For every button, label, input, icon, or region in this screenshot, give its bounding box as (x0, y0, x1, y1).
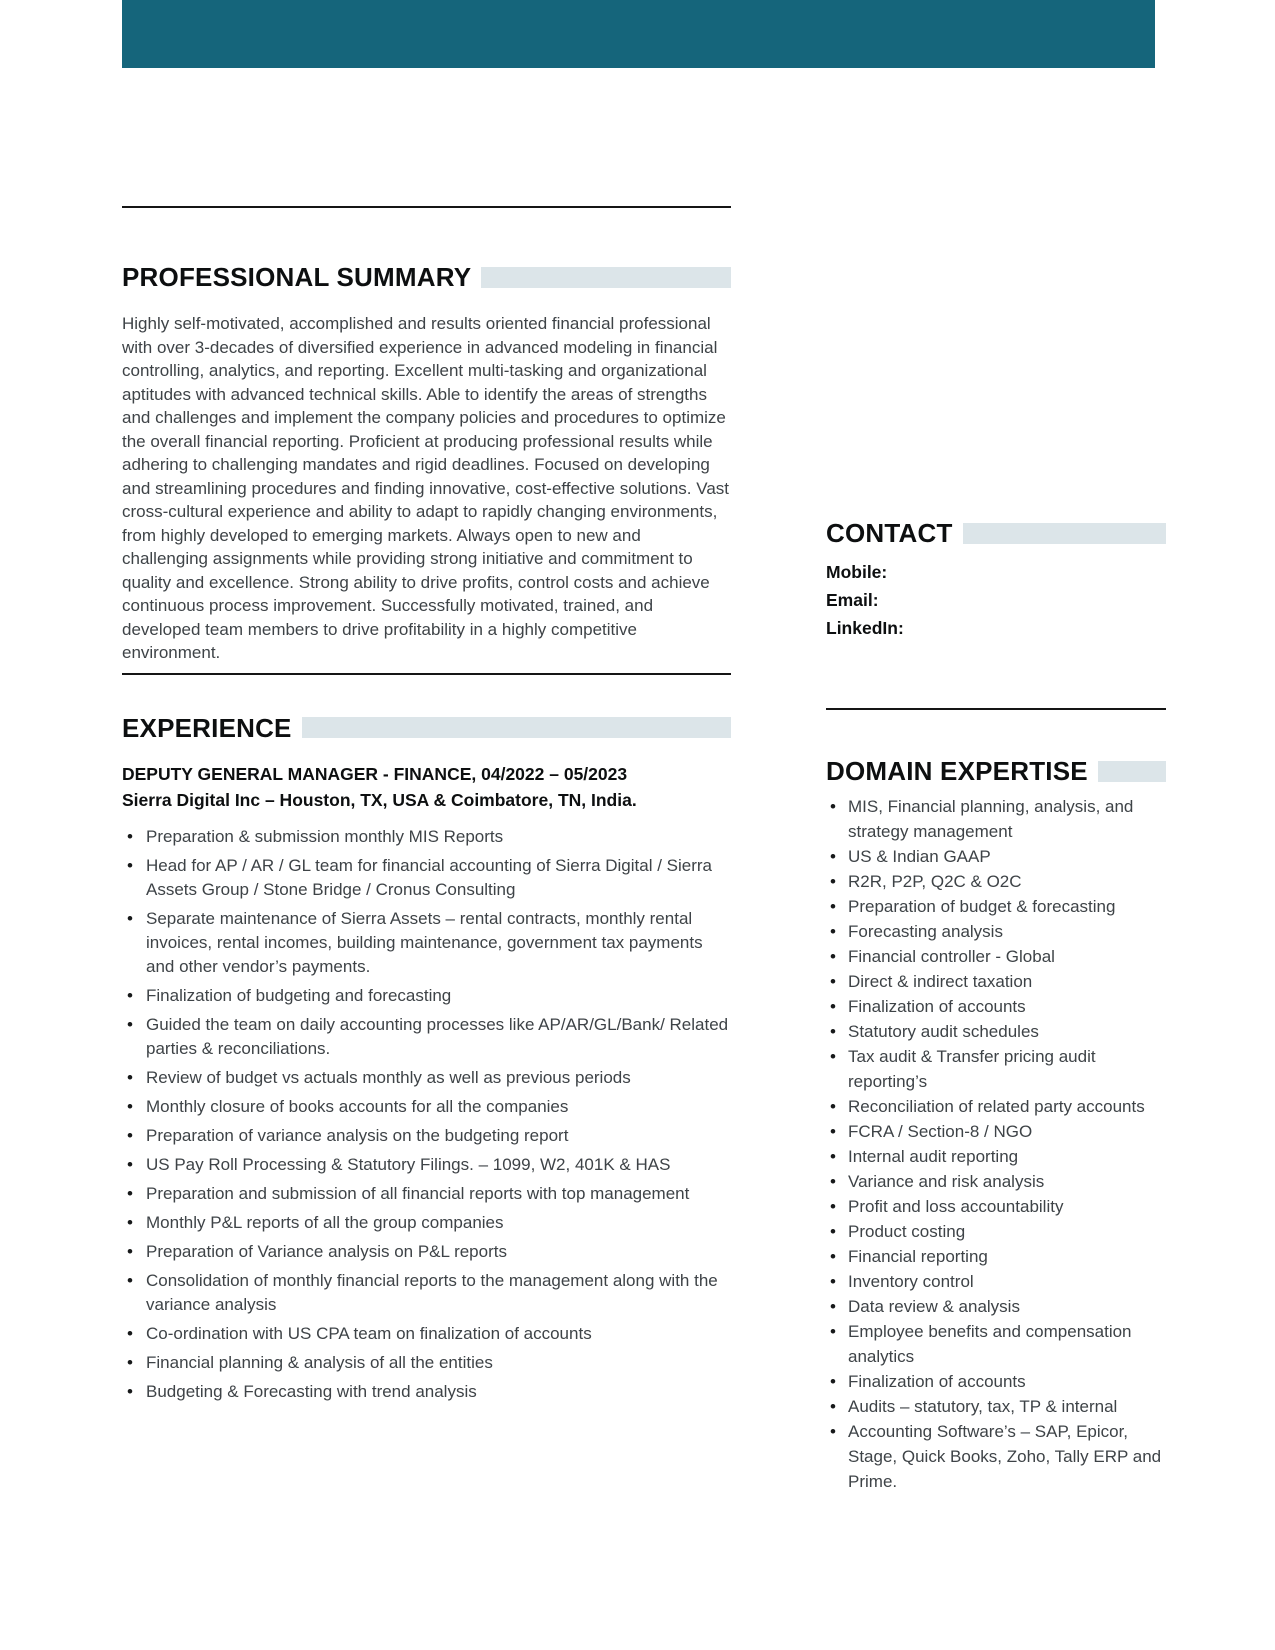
contact-label: Email: (826, 590, 879, 610)
professional-summary-title: PROFESSIONAL SUMMARY (122, 262, 472, 292)
sidebar-divider (826, 708, 1166, 710)
domain-accent-bar (1098, 761, 1166, 782)
experience-bullet: • Separate maintenance of Sierra Assets – rental contracts, monthly rental invoices, rental incomes, building maintenance, government tax payments and other vendor’s payments. (122, 907, 731, 979)
domain-bullet: • Preparation of budget & forecasting (826, 894, 1166, 919)
domain-bullet-list (826, 794, 1166, 1494)
header-color-bar (122, 0, 1155, 68)
experience-bullet: • Budgeting & Forecasting with trend analysis (122, 1380, 731, 1404)
experience-bullet: • Co-ordination with US CPA team on finalization of accounts (122, 1322, 731, 1346)
domain-bullet: • R2R, P2P, Q2C & O2C (826, 869, 1166, 894)
job-separator: , (471, 763, 482, 784)
main-column (122, 206, 731, 1409)
domain-bullet: • Tax audit & Transfer pricing audit reporting’s (826, 1044, 1166, 1094)
domain-bullet: • Inventory control (826, 1269, 1166, 1294)
domain-expertise-title: DOMAIN EXPERTISE (826, 756, 1088, 786)
job-dates: 04/2022 – 05/2023 (481, 763, 628, 784)
domain-bullet: • Finalization of accounts (826, 994, 1166, 1019)
experience-bullet: • Consolidation of monthly financial reports to the management along with the variance analysis (122, 1269, 731, 1317)
company-line: Sierra Digital Inc – Houston, TX, USA & Coimbatore, TN, India. (122, 789, 637, 810)
experience-bullet: • US Pay Roll Processing & Statutory Filings. – 1099, W2, 401K & HAS (122, 1153, 731, 1177)
domain-bullet: • Data review & analysis (826, 1294, 1166, 1319)
experience-bullet: • Preparation & submission monthly MIS Reports (122, 825, 731, 849)
domain-bullet: • FCRA / Section-8 / NGO (826, 1119, 1166, 1144)
experience-header (122, 713, 731, 743)
domain-bullet: • Variance and risk analysis (826, 1169, 1166, 1194)
domain-bullet: • Product costing (826, 1219, 1166, 1244)
domain-bullet: • Finalization of accounts (826, 1369, 1166, 1394)
contact-label: LinkedIn: (826, 618, 904, 638)
domain-expertise-section (826, 756, 1166, 1494)
contact-accent-bar (963, 523, 1166, 544)
summary-paragraph: Highly self-motivated, accomplished and results oriented financial professional with over 3-decades of diversified experience in advanced modeling in financial controlling, analytics, and reporting. Excellent multi-tasking and organizational aptitudes with advanced technical skills. Able to identify the areas of strengths and challenges and implement the company policies and procedures to optimize the overall financial reporting. Proficient at producing professional results while adhering to challenging mandates and rigid deadlines. Focused on developing and streamlining procedures and finding innovative, cost-effective solutions. Vast cross-cultural experience and ability to adapt to rapidly changing environments, from highly developed to emerging markets. Always open to new and challenging assignments while providing strong initiative and commitment to quality and excellence. Strong ability to drive profits, control costs and achieve continuous process improvement. Successfully motivated, trained, and developed team members to drive profitability in a highly competitive environment. (122, 314, 729, 662)
experience-bullet: • Preparation of variance analysis on the budgeting report (122, 1124, 731, 1148)
mid-divider (122, 673, 731, 675)
domain-bullet: • Forecasting analysis (826, 919, 1166, 944)
experience-bullet: • Monthly closure of books accounts for all the companies (122, 1095, 731, 1119)
top-divider (122, 206, 731, 208)
contact-label: Mobile: (826, 562, 888, 582)
domain-bullet: • Audits – statutory, tax, TP & internal (826, 1394, 1166, 1419)
domain-bullet: • US & Indian GAAP (826, 844, 1166, 869)
experience-bullet: • Guided the team on daily accounting processes like AP/AR/GL/Bank/ Related parties & reconciliations. (122, 1013, 731, 1061)
domain-bullet: • Employee benefits and compensation analytics (826, 1319, 1166, 1369)
domain-bullet: • Internal audit reporting (826, 1144, 1166, 1169)
domain-bullet: • Accounting Software’s – SAP, Epicor, Stage, Quick Books, Zoho, Tally ERP and Prime. (826, 1419, 1166, 1494)
contact-label-list (826, 558, 1166, 642)
experience-bullet: • Monthly P&L reports of all the group companies (122, 1211, 731, 1235)
experience-accent-bar (302, 717, 731, 738)
professional-summary-header (122, 262, 731, 292)
domain-bullet: • Direct & indirect taxation (826, 969, 1166, 994)
experience-bullet-list (122, 825, 731, 1404)
sidebar-column (826, 518, 1166, 1494)
experience-bullet: • Preparation of Variance analysis on P&L reports (122, 1240, 731, 1264)
experience-bullet: • Preparation and submission of all financial reports with top management (122, 1182, 731, 1206)
contact-title: CONTACT (826, 518, 953, 548)
domain-expertise-header (826, 756, 1166, 786)
domain-bullet: • Statutory audit schedules (826, 1019, 1166, 1044)
domain-bullet: • Profit and loss accountability (826, 1194, 1166, 1219)
job-title-line (122, 761, 731, 787)
domain-bullet: • Financial reporting (826, 1244, 1166, 1269)
domain-bullet: • MIS, Financial planning, analysis, and strategy management (826, 794, 1166, 844)
experience-bullet: • Finalization of budgeting and forecasting (122, 984, 731, 1008)
experience-bullet: • Financial planning & analysis of all the entities (122, 1351, 731, 1375)
experience-bullet: • Head for AP / AR / GL team for financial accounting of Sierra Digital / Sierra Assets Group / Stone Bridge / Cronus Consulting (122, 854, 731, 902)
experience-bullet: • Review of budget vs actuals monthly as well as previous periods (122, 1066, 731, 1090)
contact-section (826, 518, 1166, 642)
contact-header (826, 518, 1166, 548)
domain-bullet: • Reconciliation of related party accounts (826, 1094, 1166, 1119)
domain-bullet: • Financial controller - Global (826, 944, 1166, 969)
experience-title: EXPERIENCE (122, 712, 292, 743)
summary-accent-bar (481, 267, 731, 288)
job-title: DEPUTY GENERAL MANAGER - FINANCE (122, 763, 472, 784)
